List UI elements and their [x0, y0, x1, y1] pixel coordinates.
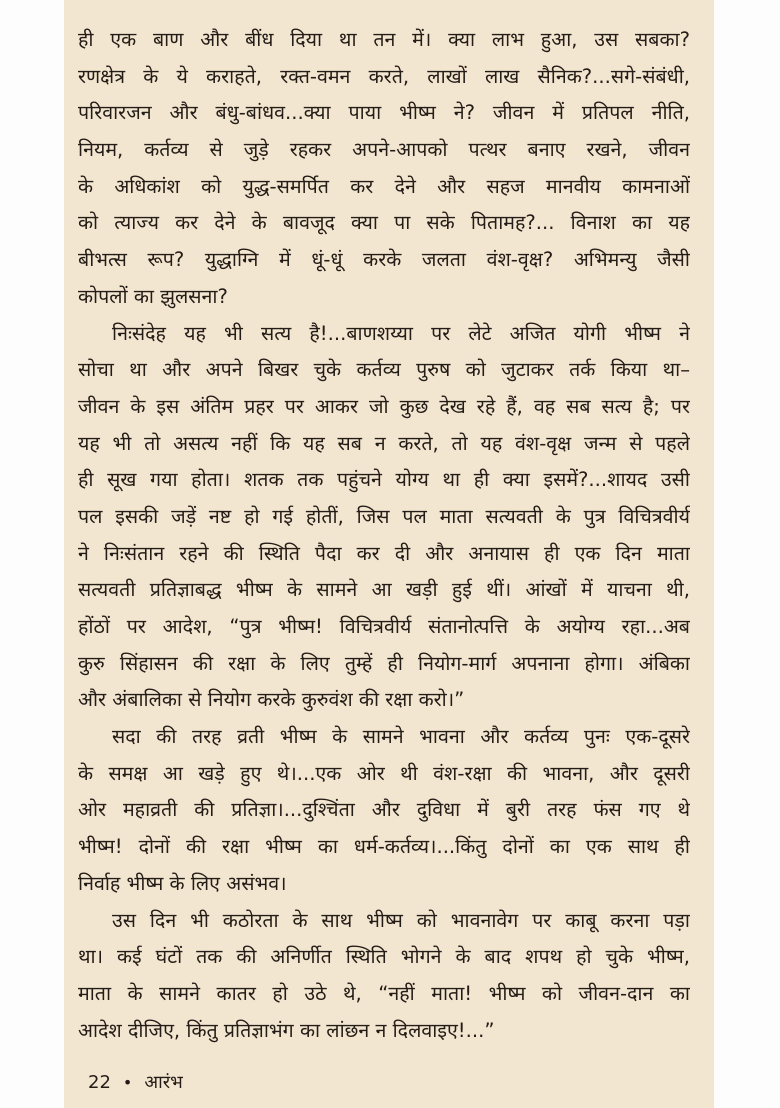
text-line: परिवारजन और बंधु-बांधव...क्या पाया भीष्म ने? जीवन में प्रतिपल नीति, — [78, 101, 690, 125]
footer-separator-icon: • — [122, 1072, 133, 1092]
text-line: रणक्षेत्र के ये कराहते, रक्त-वमन करते, लाखों लाख सैनिक?...सगे-संबंधी, — [78, 64, 690, 88]
text-line: जीवन के इस अंतिम प्रहर पर आकर जो कुछ देख रहे हैं, वह सब सत्य है; पर — [78, 394, 690, 418]
text-line: यह भी तो असत्य नहीं कि यह सब न करते, तो यह वंश-वृक्ष जन्म से पहले — [78, 431, 690, 455]
text-line: आदेश दीजिए, किंतु प्रतिज्ञाभंग का लांछन न दिलवाइए!...” — [78, 1018, 495, 1042]
text-line: के अधिकांश को युद्ध-समर्पित कर देने और सहज मानवीय कामनाओं — [78, 174, 690, 198]
text-line: ही एक बाण और बींध दिया था तन में। क्या लाभ हुआ, उस सबका? — [78, 28, 690, 51]
text-line: उस दिन भी कठोरता के साथ भीष्म को भावनावेग पर काबू करना पड़ा — [112, 908, 690, 932]
text-line: सदा की तरह व्रती भीष्म के सामने भावना और कर्तव्य पुनः एक-दूसरे — [112, 725, 690, 749]
page-number: 22 — [88, 1071, 111, 1093]
text-line: था। कई घंटों तक की अनिर्णीत स्थिति भोगने के बाद शपथ हो चुके भीष्म, — [78, 945, 690, 969]
paragraph — [78, 22, 690, 316]
text-line: के समक्ष आ खड़े हुए थे।...एक ओर थी वंश-रक्षा की भावना, और दूसरी — [78, 761, 690, 785]
book-page — [64, 0, 714, 1108]
text-line: कोपलों का झुलसना? — [78, 284, 228, 308]
page-footer — [88, 1070, 183, 1094]
text-line: को त्याज्य कर देने के बावजूद क्या पा सके पितामह?... विनाश का यह — [78, 211, 690, 235]
text-line: माता के सामने कातर हो उठे थे, “नहीं माता! भीष्म को जीवन-दान का — [78, 981, 690, 1005]
text-line: सत्यवती प्रतिज्ञाबद्ध भीष्म के सामने आ खड़ी हुई थीं। आंखों में याचना थी, — [78, 578, 690, 602]
page-body-text — [78, 22, 690, 1049]
text-line: कुरु सिंहासन की रक्षा के लिए तुम्हें ही नियोग-मार्ग अपनाना होगा। अंबिका — [78, 651, 690, 675]
text-line: सोचा था और अपने बिखर चुके कर्तव्य पुरुष को जुटाकर तर्क किया था– — [78, 358, 690, 382]
text-line: बीभत्स रूप? युद्धाग्नि में धूं-धूं करके जलता वंश-वृक्ष? अभिमन्यु जैसी — [78, 248, 690, 272]
text-line: निःसंदेह यह भी सत्य है!...बाणशय्या पर लेटे अजित योगी भीष्म ने — [112, 321, 690, 345]
paragraph — [78, 719, 690, 902]
text-line: और अंबालिका से नियोग करके कुरुवंश की रक्षा करो।” — [78, 688, 465, 712]
text-line: निर्वाह भीष्म के लिए असंभव। — [78, 871, 287, 895]
paragraph — [78, 903, 690, 1050]
text-line: पल इसकी जड़ें नष्ट हो गई होतीं, जिस पल माता सत्यवती के पुत्र विचित्रवीर्य — [78, 504, 690, 528]
text-line: भीष्म! दोनों की रक्षा भीष्म का धर्म-कर्तव्य।...किंतु दोनों का एक साथ ही — [78, 835, 690, 859]
running-title: आरंभ — [144, 1072, 183, 1093]
text-line: ही सूख गया होता। शतक तक पहुंचने योग्य था ही क्या इसमें?...शायद उसी — [78, 468, 690, 492]
text-line: ने निःसंतान रहने की स्थिति पैदा कर दी और अनायास ही एक दिन माता — [78, 541, 690, 565]
text-line: होंठों पर आदेश, “पुत्र भीष्म! विचित्रवीर्य संतानोत्पत्ति के अयोग्य रहा...अब — [78, 615, 690, 638]
text-line: नियम, कर्तव्य से जुड़े रहकर अपने-आपको पत्थर बनाए रखने, जीवन — [78, 138, 690, 162]
text-line: ओर महाव्रती की प्रतिज्ञा।...दुश्चिंता और दुविधा में बुरी तरह फंस गए थे — [78, 798, 690, 822]
paragraph — [78, 316, 690, 720]
